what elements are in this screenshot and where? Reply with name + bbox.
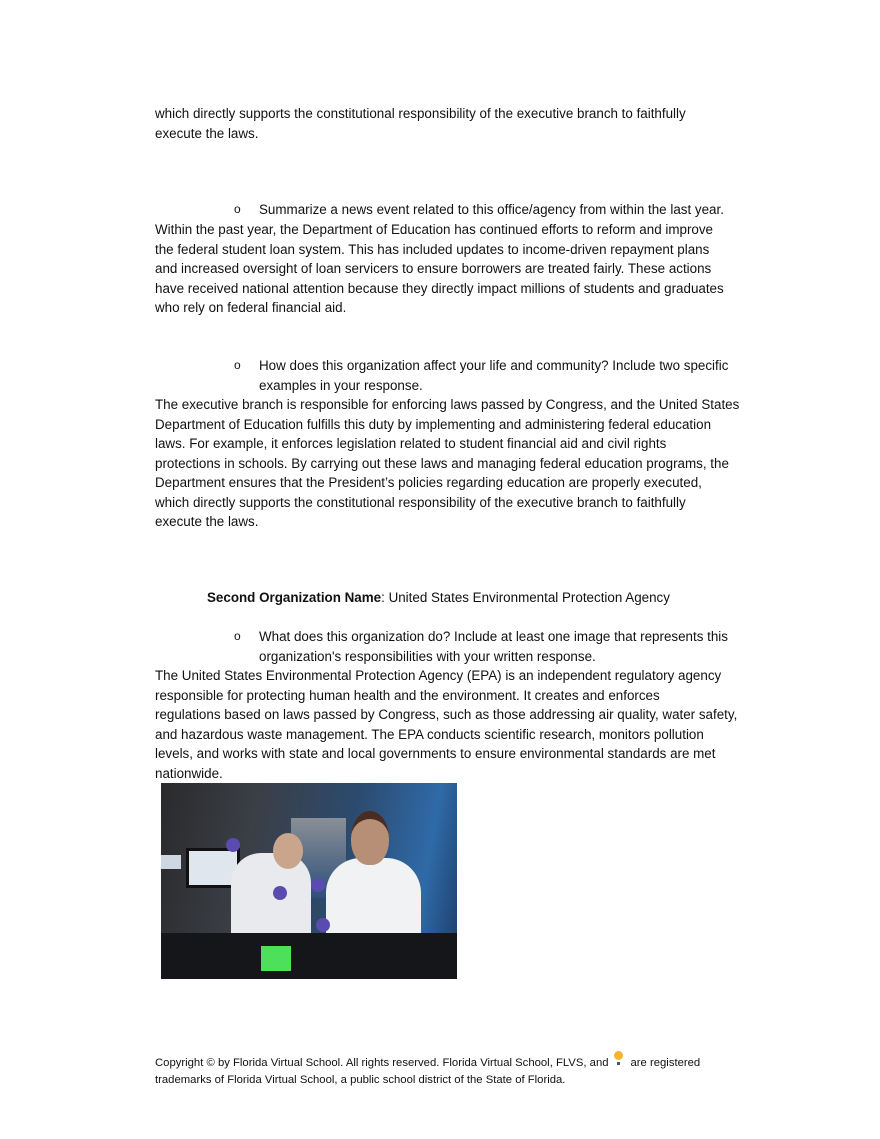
footer-text-3: trademarks of Florida Virtual School, a public school district of the State of Florida.	[155, 1074, 566, 1086]
text-line: How does this organization affect your life and community? Include two specific	[259, 358, 729, 373]
text-line: and hazardous waste management. The EPA conducts scientific research, monitors pollution	[155, 726, 704, 742]
text-line: Department ensures that the President’s policies regarding education are properly executed,	[155, 475, 702, 490]
footer-text-2: are registered	[630, 1057, 701, 1069]
paragraph-news-event	[155, 220, 724, 318]
text-line: responsible for protecting human health and the environment. It creates and enforces	[155, 687, 660, 703]
footer-text-1: Copyright © by Florida Virtual School. All rights reserved. Florida Virtual School, FLVS, and	[155, 1057, 609, 1069]
copyright-footer	[155, 1055, 700, 1089]
text-line: regulations based on laws passed by Congress, such as those addressing air quality, water safety,	[155, 707, 738, 722]
text-line: levels, and works with state and local governments to ensure environmental standards are met	[155, 746, 716, 761]
text-line: execute the laws.	[155, 514, 259, 529]
text-line: who rely on federal financial aid.	[155, 300, 347, 315]
bullet-marker-icon: o	[234, 629, 241, 643]
text-line: protections in schools. By carrying out these laws and managing federal education programs, the	[155, 455, 729, 471]
text-line: Summarize a news event related to this office/agency from within the last year.	[259, 202, 724, 217]
text-line: The executive branch is responsible for enforcing laws passed by Congress, and the United States	[155, 397, 740, 412]
second-organization-heading	[207, 588, 670, 608]
text-line: the federal student loan system. This has included updates to income-driven repayment plans	[155, 241, 710, 257]
bullet-question-life-community	[234, 356, 729, 395]
heading-label: Second Organization Name	[207, 590, 382, 605]
text-line: organization's responsibilities with your written response.	[259, 648, 596, 664]
heading-value: : United States Environmental Protection Agency	[381, 590, 670, 605]
paragraph-executive-branch-end	[155, 104, 686, 143]
text-line: have received national attention because they directly impact millions of students and graduates	[155, 280, 724, 296]
text-line: What does this organization do? Include at least one image that represents this	[259, 629, 728, 644]
text-line: and increased oversight of loan servicers to ensure borrowers are treated fairly. These actions	[155, 261, 712, 276]
text-line: Department of Education fulfills this duty by implementing and administering federal education	[155, 416, 712, 432]
text-line: The United States Environmental Protection Agency (EPA) is an independent regulatory agency	[155, 668, 722, 683]
bullet-marker-icon: o	[234, 358, 241, 372]
text-line: laws. For example, it enforces legislation related to student financial aid and civil rights	[155, 436, 667, 451]
epa-lab-scientists-image	[161, 783, 457, 979]
paragraph-life-community	[155, 395, 739, 532]
text-line: which directly supports the constitutional responsibility of the executive branch to faithfully	[155, 494, 686, 510]
text-line: examples in your response.	[259, 377, 423, 393]
bullet-marker-icon: o	[234, 202, 241, 216]
bullet-question-news-event	[234, 200, 724, 220]
flvs-lightbulb-logo-icon	[613, 1055, 623, 1067]
bullet-question-what-does	[234, 627, 728, 666]
text-line: execute the laws.	[155, 125, 259, 141]
text-line: Within the past year, the Department of Education has continued efforts to reform and improve	[155, 222, 713, 237]
paragraph-epa-description	[155, 666, 737, 783]
text-line: which directly supports the constitutional responsibility of the executive branch to faithfully	[155, 106, 686, 121]
text-line: nationwide.	[155, 765, 223, 781]
